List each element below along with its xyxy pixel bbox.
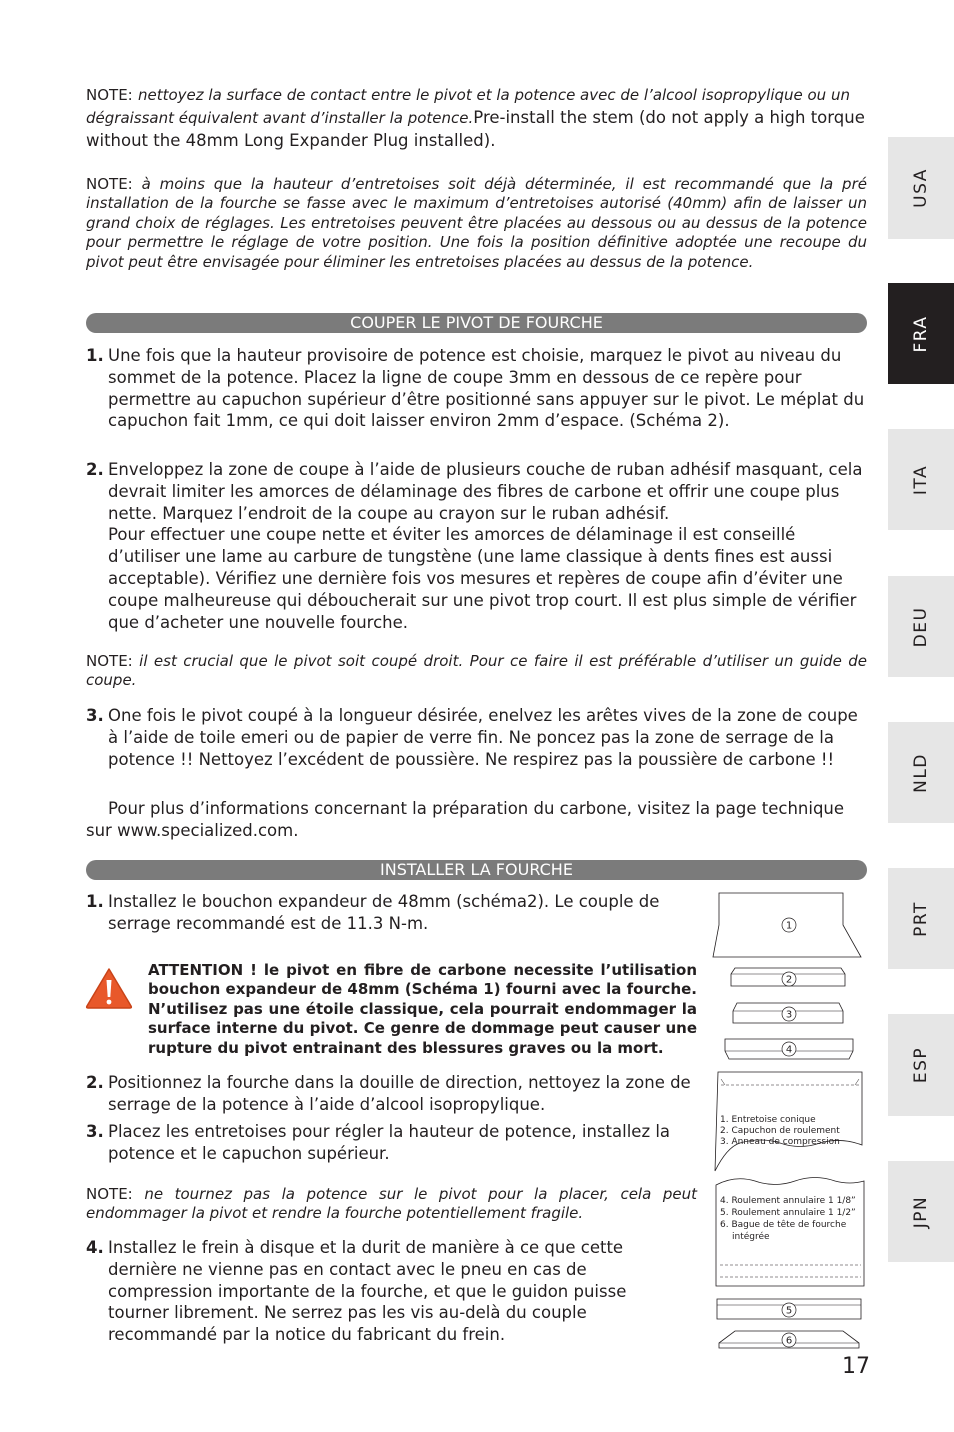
- tab-label: USA: [911, 168, 931, 208]
- note-cut-straight: [86, 652, 867, 691]
- item-text: Positionnez la fourche dans la douille de direction, nettoyez la zone de serrage de la potence à l’aide d’alcool isopropylique.: [108, 1073, 691, 1114]
- callout-6: 6: [785, 1335, 793, 1347]
- tab-fra[interactable]: [888, 283, 954, 384]
- list-item: [86, 1237, 666, 1346]
- tab-label: PRT: [911, 900, 931, 937]
- item-number: 2.: [86, 460, 104, 479]
- item-text: Installez le frein à disque et la durit de manière à ce que cette dernière ne vienne pas en contact avec le pneu en cas de compression importante de la fourche, et que le guidon puisse tourner librement. Ne serrez pas les vis au-delà du couple recommandé par la notice du fabricant du frein.: [108, 1238, 627, 1345]
- legend-line: 3. Anneau de compression: [720, 1137, 840, 1147]
- note-label: NOTE:: [86, 1185, 133, 1203]
- item-text: Une fois que la hauteur provisoire de potence est choisie, marquez le pivot au niveau du sommet de la potence. Placez la ligne de coupe 3mm en dessous de ce repère pour permettre au capuchon supérieur d’être positionné sans appuyer sur le pivot. Le méplat du capuchon fait 1mm, ce qui doit laisser environ 2mm d’espace. (Schéma 2).: [108, 346, 865, 431]
- callout-3: 3: [785, 1009, 793, 1021]
- item-text: Installez le bouchon expandeur de 48mm (schéma2). Le couple de serrage recommandé est de 11.3 N-m.: [108, 892, 660, 933]
- tab-label: NLD: [911, 752, 931, 793]
- section-title-install-fork: INSTALLER LA FOURCHE: [86, 860, 867, 880]
- tab-label: JPN: [911, 1195, 931, 1228]
- item-text: Placez les entretoises pour régler la hauteur de potence, installez la potence et le capuchon supérieur.: [108, 1122, 671, 1163]
- list-item: [86, 705, 867, 770]
- note-label: NOTE:: [86, 86, 133, 104]
- item-number: 1.: [86, 892, 104, 911]
- callout-5: 5: [785, 1305, 793, 1317]
- note-stem-rotation: [86, 1185, 697, 1224]
- section-title-cut-steerer: COUPER LE PIVOT DE FOURCHE: [86, 313, 867, 333]
- tab-prt[interactable]: [888, 868, 954, 969]
- tab-usa[interactable]: [888, 137, 954, 239]
- warning-triangle-icon: [84, 966, 134, 1010]
- item-number: 2.: [86, 1073, 104, 1092]
- note-italic-text: nettoyez la surface de contact entre le pivot et la potence avec de l’alcool isopropylique ou un dégraissant équivalent avant d’installer la potence.: [86, 86, 850, 127]
- note-regular-text: Pre-install the stem (do not apply a high torque without the 48mm Long Expander Plug installed).: [86, 107, 865, 150]
- item-text-continued: Pour effectuer une coupe nette et éviter les amorces de délaminage il est conseillé d’utiliser une lame au carbure de tungstène (une lame classique à dents fines est aussi acceptable). Vérifiez une dernière fois vos mesures et repères de coupe afin d’éviter une coupe malheureuse qui déboucherait sur une pivot trop court. Il est plus simple de vérifier que d’acheter une nouvelle fourche.: [108, 525, 857, 632]
- item-number: 1.: [86, 346, 104, 365]
- tab-jpn[interactable]: [888, 1161, 954, 1262]
- note-italic-text: ne tournez pas la potence sur le pivot pour la placer, cela peut endommager la pivot et rendre la fourche potentiellement fragile.: [86, 1185, 697, 1223]
- legend-line: 2. Capuchon de roulement: [720, 1126, 840, 1136]
- legend-line: 6. Bague de tête de fourche: [720, 1220, 847, 1230]
- item-text: One fois le pivot coupé à la longueur désirée, enelvez les arêtes vives de la zone de coupe à l’aide de toile emeri ou de papier de verre fin. Ne poncez pas la zone de serrage de la potence !! Nettoyez l’excédent de poussière. Ne respirez pas la poussière de carbone !!: [108, 706, 858, 769]
- list-item: [86, 459, 867, 633]
- legend-line: 4. Roulement annulaire 1 1/8”: [720, 1196, 856, 1206]
- item-number: 3.: [86, 706, 104, 725]
- tab-nld[interactable]: [888, 722, 954, 823]
- tab-ita[interactable]: [888, 429, 954, 530]
- tab-label: FRA: [911, 314, 931, 353]
- legend-line: 1. Entretoise conique: [720, 1115, 816, 1125]
- list-item: [86, 345, 867, 432]
- note-label: NOTE:: [86, 175, 133, 193]
- note-label: NOTE:: [86, 652, 133, 670]
- callout-1: 1: [785, 920, 793, 932]
- tab-label: ESP: [911, 1046, 931, 1084]
- page-number: 17: [842, 1354, 870, 1379]
- item-number: 3.: [86, 1122, 104, 1141]
- item-text: Enveloppez la zone de coupe à l’aide de plusieurs couche de ruban adhésif masquant, cela devrait limiter les amorces de délaminage des fibres de carbone et offrir une coupe plus nette. Marquez l’endroit de la coupe au crayon sur le ruban adhésif.: [108, 460, 863, 523]
- item-number: 4.: [86, 1238, 104, 1257]
- list-item: [86, 1072, 698, 1116]
- legend-line: intégrée: [732, 1232, 770, 1242]
- list-item: [86, 891, 698, 935]
- headset-exploded-diagram: [705, 885, 875, 1355]
- list-item: [86, 1121, 698, 1165]
- legend-line: 5. Roulement annulaire 1 1/2”: [720, 1208, 856, 1218]
- tab-deu[interactable]: [888, 576, 954, 677]
- callout-2: 2: [785, 974, 793, 986]
- note-cleaning: [86, 84, 867, 151]
- note-spacers: [86, 175, 867, 272]
- tab-label: DEU: [911, 606, 931, 647]
- note-italic-text: à moins que la hauteur d’entretoises soit déjà déterminée, il est recommandé que la pré installation de la fourche se fasse avec le maximum d’entretoises autorisé (40mm) afin de laisser un grand choix de réglages. Les entretoises peuvent être placées au dessous ou au dessus de la potence pour permettre le réglage de votre position. Une fois la position définitive adoptée une recoupe du pivot peut être envisagée pour éliminer les entretoises placées au dessus de la potence.: [86, 175, 867, 271]
- note-italic-text: il est crucial que le pivot soit coupé droit. Pour ce faire il est préférable d’utiliser un guide de coupe.: [86, 652, 867, 690]
- tab-esp[interactable]: [888, 1014, 954, 1116]
- warning-text: ATTENTION ! le pivot en fibre de carbone necessite l’utilisation bouchon expandeur de 48mm (Schéma 1) fourni avec la fourche. N’utilisez pas une étoile classique, cela pourrait endommager la surface interne du pivot. Ce genre de dommage peut causer une rupture du pivot entrainant des blessures graves ou la mort.: [148, 961, 697, 1057]
- closing-paragraph: Pour plus d’informations concernant la préparation du carbone, visitez la page technique sur www.specialized.com.: [86, 799, 845, 840]
- tab-label: ITA: [911, 464, 931, 495]
- callout-4: 4: [785, 1044, 793, 1056]
